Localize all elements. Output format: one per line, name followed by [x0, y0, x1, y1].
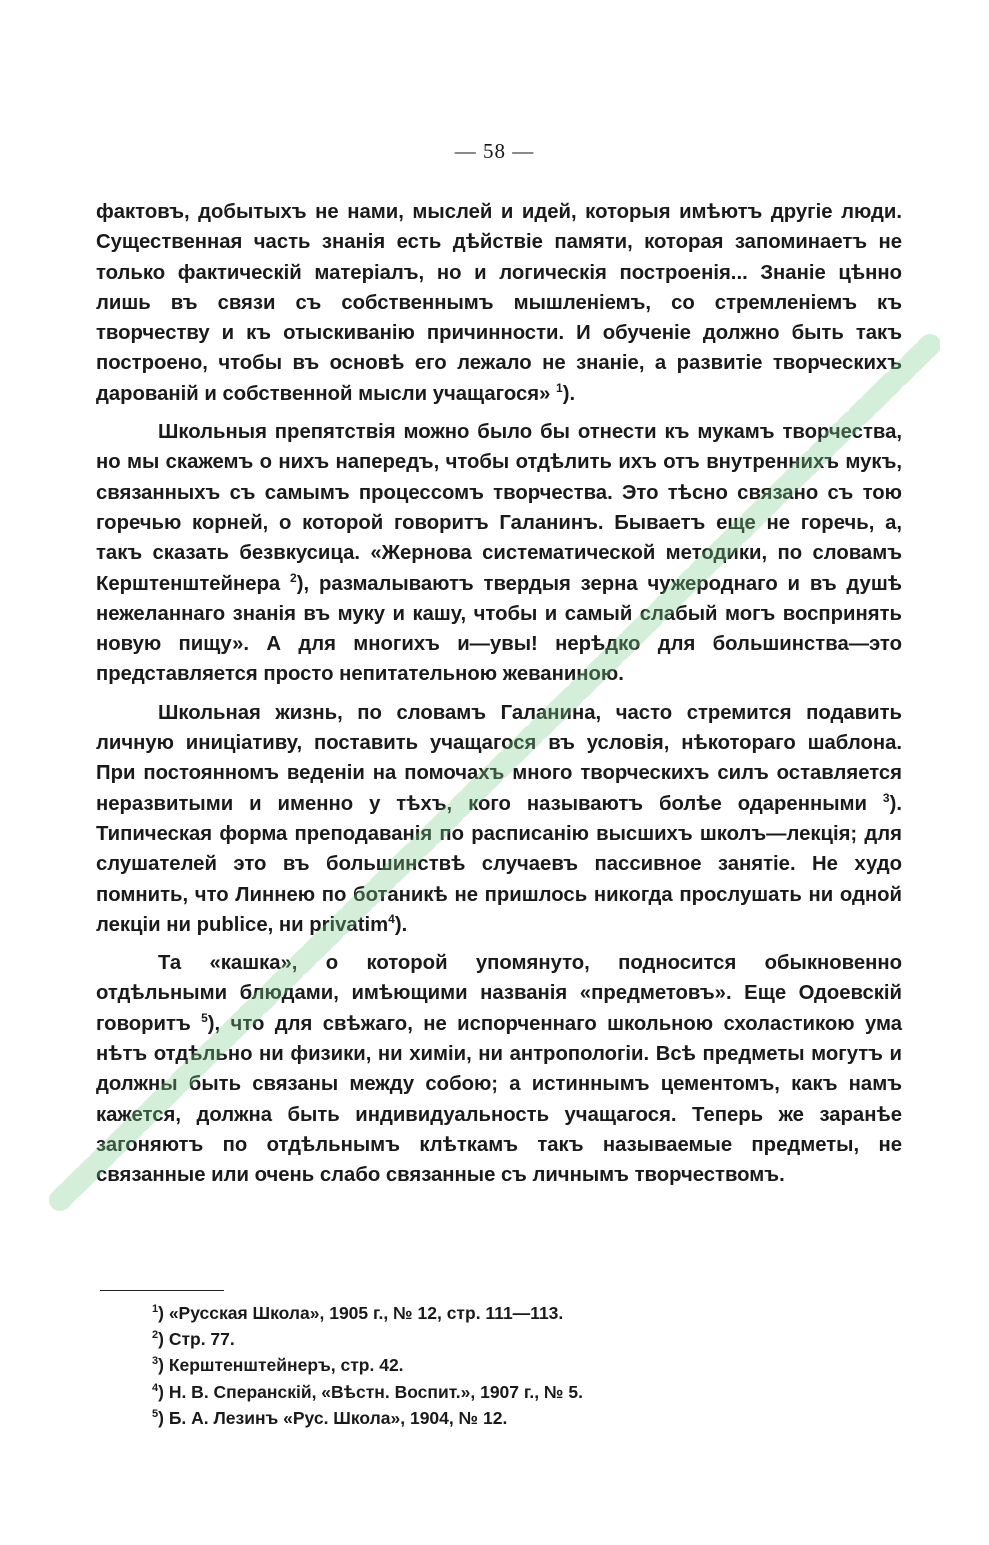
paragraph	[96, 417, 902, 690]
footnote	[152, 1300, 852, 1326]
footnotes	[152, 1300, 852, 1431]
footnote-rule	[100, 1290, 224, 1291]
footnote	[152, 1326, 852, 1352]
footnote-number: 4	[152, 1381, 159, 1394]
footnote	[152, 1379, 852, 1405]
paragraph-text: ).	[394, 913, 408, 936]
footnote-number: 5	[152, 1407, 159, 1420]
body-text	[96, 197, 902, 1199]
paragraph-text: ). Типическая форма преподаванія по расписанію высшихъ школъ—лекція; для слушателей это въ большинствѣ случаевъ пассивное занятіе. Не худо помнить, что Линнею по ботаникѣ не пришлось никогда прослушать ни одной лекціи ни publice, ни privatim	[96, 792, 902, 936]
paragraph-text: ).	[562, 382, 576, 405]
footnote-text: ) «Русская Школа», 1905 г., № 12, стр. 111—113.	[158, 1303, 564, 1323]
footnote-text: ) Стр. 77.	[158, 1329, 235, 1350]
paragraph-text: ), что для свѣжаго, не испорченнаго школьною схоластикою ума нѣтъ отдѣльно ни физики, ни химіи, ни антропологіи. Всѣ предметы могутъ и должны быть связаны между собою; а истиннымъ цементомъ, какъ намъ кажется, должна быть индивидуальность учащагося. Теперь же заранѣе загоняютъ по отдѣльнымъ клѣткамъ такъ называемые предметы, не связанные или очень слабо связанные съ личнымъ творчествомъ.	[96, 1012, 902, 1187]
paragraph	[96, 948, 902, 1190]
paragraph-text: ), размалываютъ твердыя зерна чужероднаго и въ душѣ нежеланнаго знанія въ муку и кашу, чтобы и самый слабый могъ воспринять новую пищу». А для многихъ и—увы! нерѣдко для большинства—это представляется просто непитательною жеваниною.	[96, 572, 902, 686]
footnote-text: ) Н. В. Сперанскій, «Вѣстн. Воспит.», 1907 г., № 5.	[158, 1381, 583, 1402]
paragraph-text: фактовъ, добытыхъ не нами, мыслей и идей, которыя имѣютъ другіе люди. Существенная часть знанія есть дѣйствіе памяти, которая запоминаетъ не только фактическій матеріалъ, но и логическія построенія... Знаніе цѣнно лишь въ связи съ собственнымъ мышленіемъ, со стремленіемъ къ творчеству и къ отыскиванію причинности. И обученіе должно быть такъ построено, чтобы въ основѣ его лежало не знаніе, а развитіе творческихъ дарованій и собственной мысли учащагося»	[96, 201, 902, 405]
paragraph	[96, 698, 902, 940]
footnote-marker: 4	[388, 912, 395, 927]
paragraph	[96, 197, 902, 409]
footnote-marker: 5	[201, 1010, 208, 1025]
footnote-number: 1	[152, 1303, 159, 1316]
footnote-marker: 3	[882, 790, 890, 805]
footnote	[152, 1405, 852, 1431]
footnote-marker: 1	[556, 381, 563, 396]
paragraph-text: Школьныя препятствія можно было бы отнести къ мукамъ творчества, но мы скажемъ о нихъ напередъ, чтобы отдѣлить ихъ отъ внутреннихъ мукъ, связанныхъ съ самымъ процессомъ творчества. Это тѣсно связано съ тою горечью корней, о которой говоритъ Галанинъ. Бываетъ еще не горечь, а, такъ сказать безвкусица. «Жернова систематической методики, по словамъ Керштенштейнера	[96, 421, 902, 595]
paragraph-text: Та «кашка», о которой упомянуто, подносится обыкновенно отдѣльными блюдами, имѣющими названія «предметовъ». Еще Одоевскій говоритъ	[96, 952, 902, 1035]
page-number: — 58 —	[454, 139, 535, 163]
footnote-number: 2	[152, 1329, 159, 1342]
paragraph-text: Школьная жизнь, по словамъ Галанина, часто стремится подавить личную иниціативу, поставить учащагося въ условія, нѣкотораго шаблона. При постоянномъ веденіи на помочахъ много творческихъ силъ оставляется неразвитыми и именно у тѣхъ, кого называютъ болѣе одаренными	[96, 701, 902, 815]
footnote-number: 3	[152, 1355, 159, 1368]
footnote-marker: 2	[290, 570, 297, 585]
footnote-text: ) Керштенштейнеръ, стр. 42.	[158, 1355, 404, 1376]
footnote-text: ) Б. А. Лезинъ «Рус. Школа», 1904, № 12.	[158, 1407, 508, 1428]
footnote	[152, 1352, 852, 1378]
